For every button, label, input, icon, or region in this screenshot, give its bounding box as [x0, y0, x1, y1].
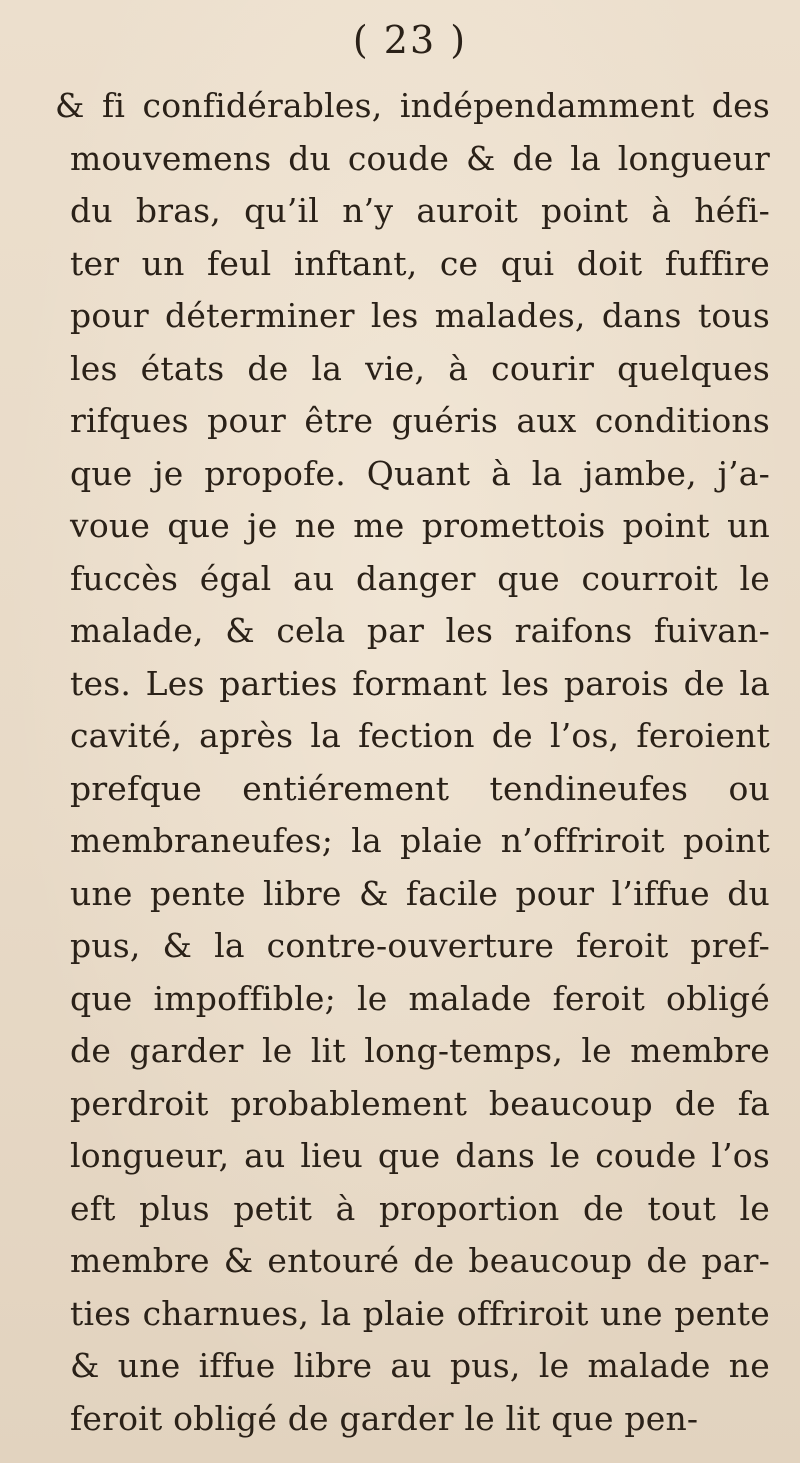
text-line: membraneufes; la plaie n’offriroit point [70, 821, 770, 860]
text-line: mouvemens du coude & de la longueur [70, 138, 770, 178]
text-line: longueur, au lieu que dans le coude l’os [70, 1136, 770, 1175]
text-line: pour déterminer les malades, dans tous [70, 296, 770, 335]
text-line: de garder le lit long-temps, le membre [70, 1031, 770, 1070]
text-lines [50, 80, 770, 1445]
text-line: & une iffue libre au pus, le malade ne [70, 1346, 770, 1385]
page-body [50, 80, 770, 1445]
text-line: ties charnues, la plaie offriroit une pente [70, 1293, 770, 1333]
page-number: ( 23 ) [352, 18, 468, 62]
text-line: rifques pour être guéris aux conditions [70, 401, 770, 440]
text-line: fuccès égal au danger que courroit le [70, 558, 770, 598]
text-line: & fi confidérables, indépendamment des [55, 86, 770, 125]
text-line: du bras, qu’il n’y auroit point à héfi- [70, 191, 770, 230]
text-line: une pente libre & facile pour l’iffue du [70, 873, 770, 913]
text-line: prefque entiérement tendineufes ou [70, 768, 770, 808]
text-line: voue que je ne me promettois point un [70, 506, 770, 545]
text-line: ter un feul inftant, ce qui doit fuffire [70, 243, 770, 283]
text-line: eft plus petit à proportion de tout le [70, 1188, 770, 1228]
text-line: tes. Les parties formant les parois de la [70, 663, 770, 703]
text-line: malade, & cela par les raifons fuivan- [70, 611, 770, 650]
text-line: cavité, après la fection de l’os, feroient [70, 716, 770, 755]
text-line: les états de la vie, à courir quelques [70, 348, 770, 388]
text-line: que je propofe. Quant à la jambe, j’a- [70, 453, 770, 493]
text-line: perdroit probablement beaucoup de fa [70, 1083, 770, 1123]
text-line: que impoffible; le malade feroit obligé [70, 978, 770, 1018]
text-line: pus, & la contre-ouverture feroit pref- [70, 926, 770, 965]
text-line: feroit obligé de garder le lit que pen- [70, 1398, 699, 1438]
text-line: membre & entouré de beaucoup de par- [70, 1241, 770, 1280]
